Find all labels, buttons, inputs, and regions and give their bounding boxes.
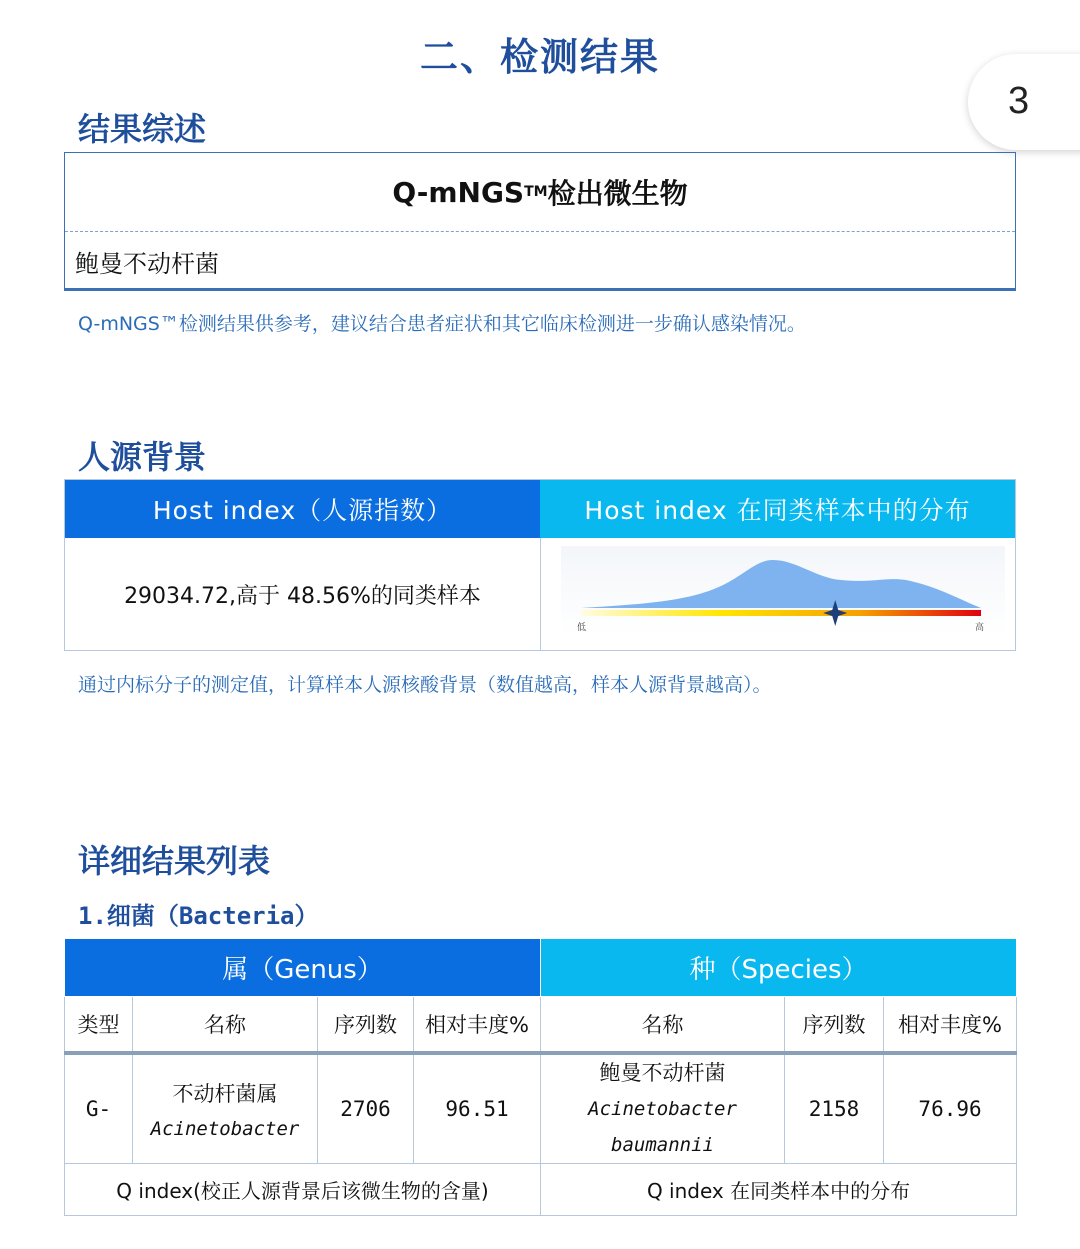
page-number: 3 — [1008, 80, 1030, 122]
host-distribution-chart — [541, 538, 1015, 650]
summary-note: Q-mNGS™检测结果供参考，建议结合患者症状和其它临床检测进一步确认感染情况。 — [78, 313, 806, 335]
species-name-cell — [541, 1053, 785, 1164]
gram-type: G- — [65, 1053, 133, 1164]
bacteria-result-table — [64, 938, 1017, 1216]
col-genus-name: 名称 — [133, 997, 318, 1053]
col-species-name: 名称 — [541, 997, 785, 1053]
scale-low-label: 低 — [577, 623, 587, 633]
table-row — [65, 1053, 1017, 1164]
bacteria-subheading: 1.细菌（Bacteria） — [78, 902, 319, 930]
genus-reads: 2706 — [318, 1053, 414, 1164]
host-index-value: 29034.72,高于 48.56%的同类样本 — [65, 538, 541, 650]
detail-heading: 详细结果列表 — [78, 842, 271, 880]
host-background-note: 通过内标分子的测定值，计算样本人源核酸背景（数值越高，样本人源背景越高）。 — [78, 674, 772, 696]
species-latin-name-2: baumannii — [611, 1133, 714, 1156]
page-number-badge — [968, 54, 1080, 150]
species-abundance: 76.96 — [884, 1053, 1017, 1164]
col-genus-reads: 序列数 — [318, 997, 414, 1053]
summary-title-text: Q-mNGS — [392, 175, 525, 209]
col-genus-abundance: 相对丰度% — [414, 997, 541, 1053]
trademark-mark: TM — [524, 184, 548, 200]
summary-heading: 结果综述 — [78, 110, 207, 148]
genus-name-cell — [133, 1053, 318, 1164]
host-index-header: Host index（人源指数） — [65, 480, 540, 538]
genus-band-header: 属（Genus） — [65, 939, 541, 997]
genus-cn-name: 不动杆菌属 — [172, 1081, 278, 1106]
col-species-reads: 序列数 — [785, 997, 884, 1053]
host-distribution-header: Host index 在同类样本中的分布 — [540, 480, 1015, 538]
col-species-abundance: 相对丰度% — [884, 997, 1017, 1053]
heat-scale-bar — [581, 610, 981, 616]
summary-box — [64, 152, 1016, 291]
page-title: 二、检测结果 — [419, 35, 660, 79]
distribution-graphic — [541, 538, 1017, 650]
summary-box-title — [65, 153, 1015, 232]
detected-organism: 鲍曼不动杆菌 — [75, 249, 219, 278]
species-reads: 2158 — [785, 1053, 884, 1164]
scale-high-label: 高 — [975, 623, 985, 633]
species-band-header: 种（Species） — [541, 939, 1017, 997]
q-index-label: Q index(校正人源背景后该微生物的含量) — [65, 1163, 541, 1215]
q-index-distribution-label: Q index 在同类样本中的分布 — [541, 1163, 1017, 1215]
species-cn-name: 鲍曼不动杆菌 — [599, 1060, 726, 1085]
species-latin-name-1: Acinetobacter — [588, 1097, 737, 1120]
genus-latin-name: Acinetobacter — [150, 1117, 300, 1140]
host-index-table — [64, 479, 1016, 651]
host-background-heading: 人源背景 — [78, 438, 207, 476]
summary-title-suffix: 检出微生物 — [547, 177, 688, 210]
col-type: 类型 — [65, 997, 133, 1053]
genus-abundance: 96.51 — [414, 1053, 541, 1164]
